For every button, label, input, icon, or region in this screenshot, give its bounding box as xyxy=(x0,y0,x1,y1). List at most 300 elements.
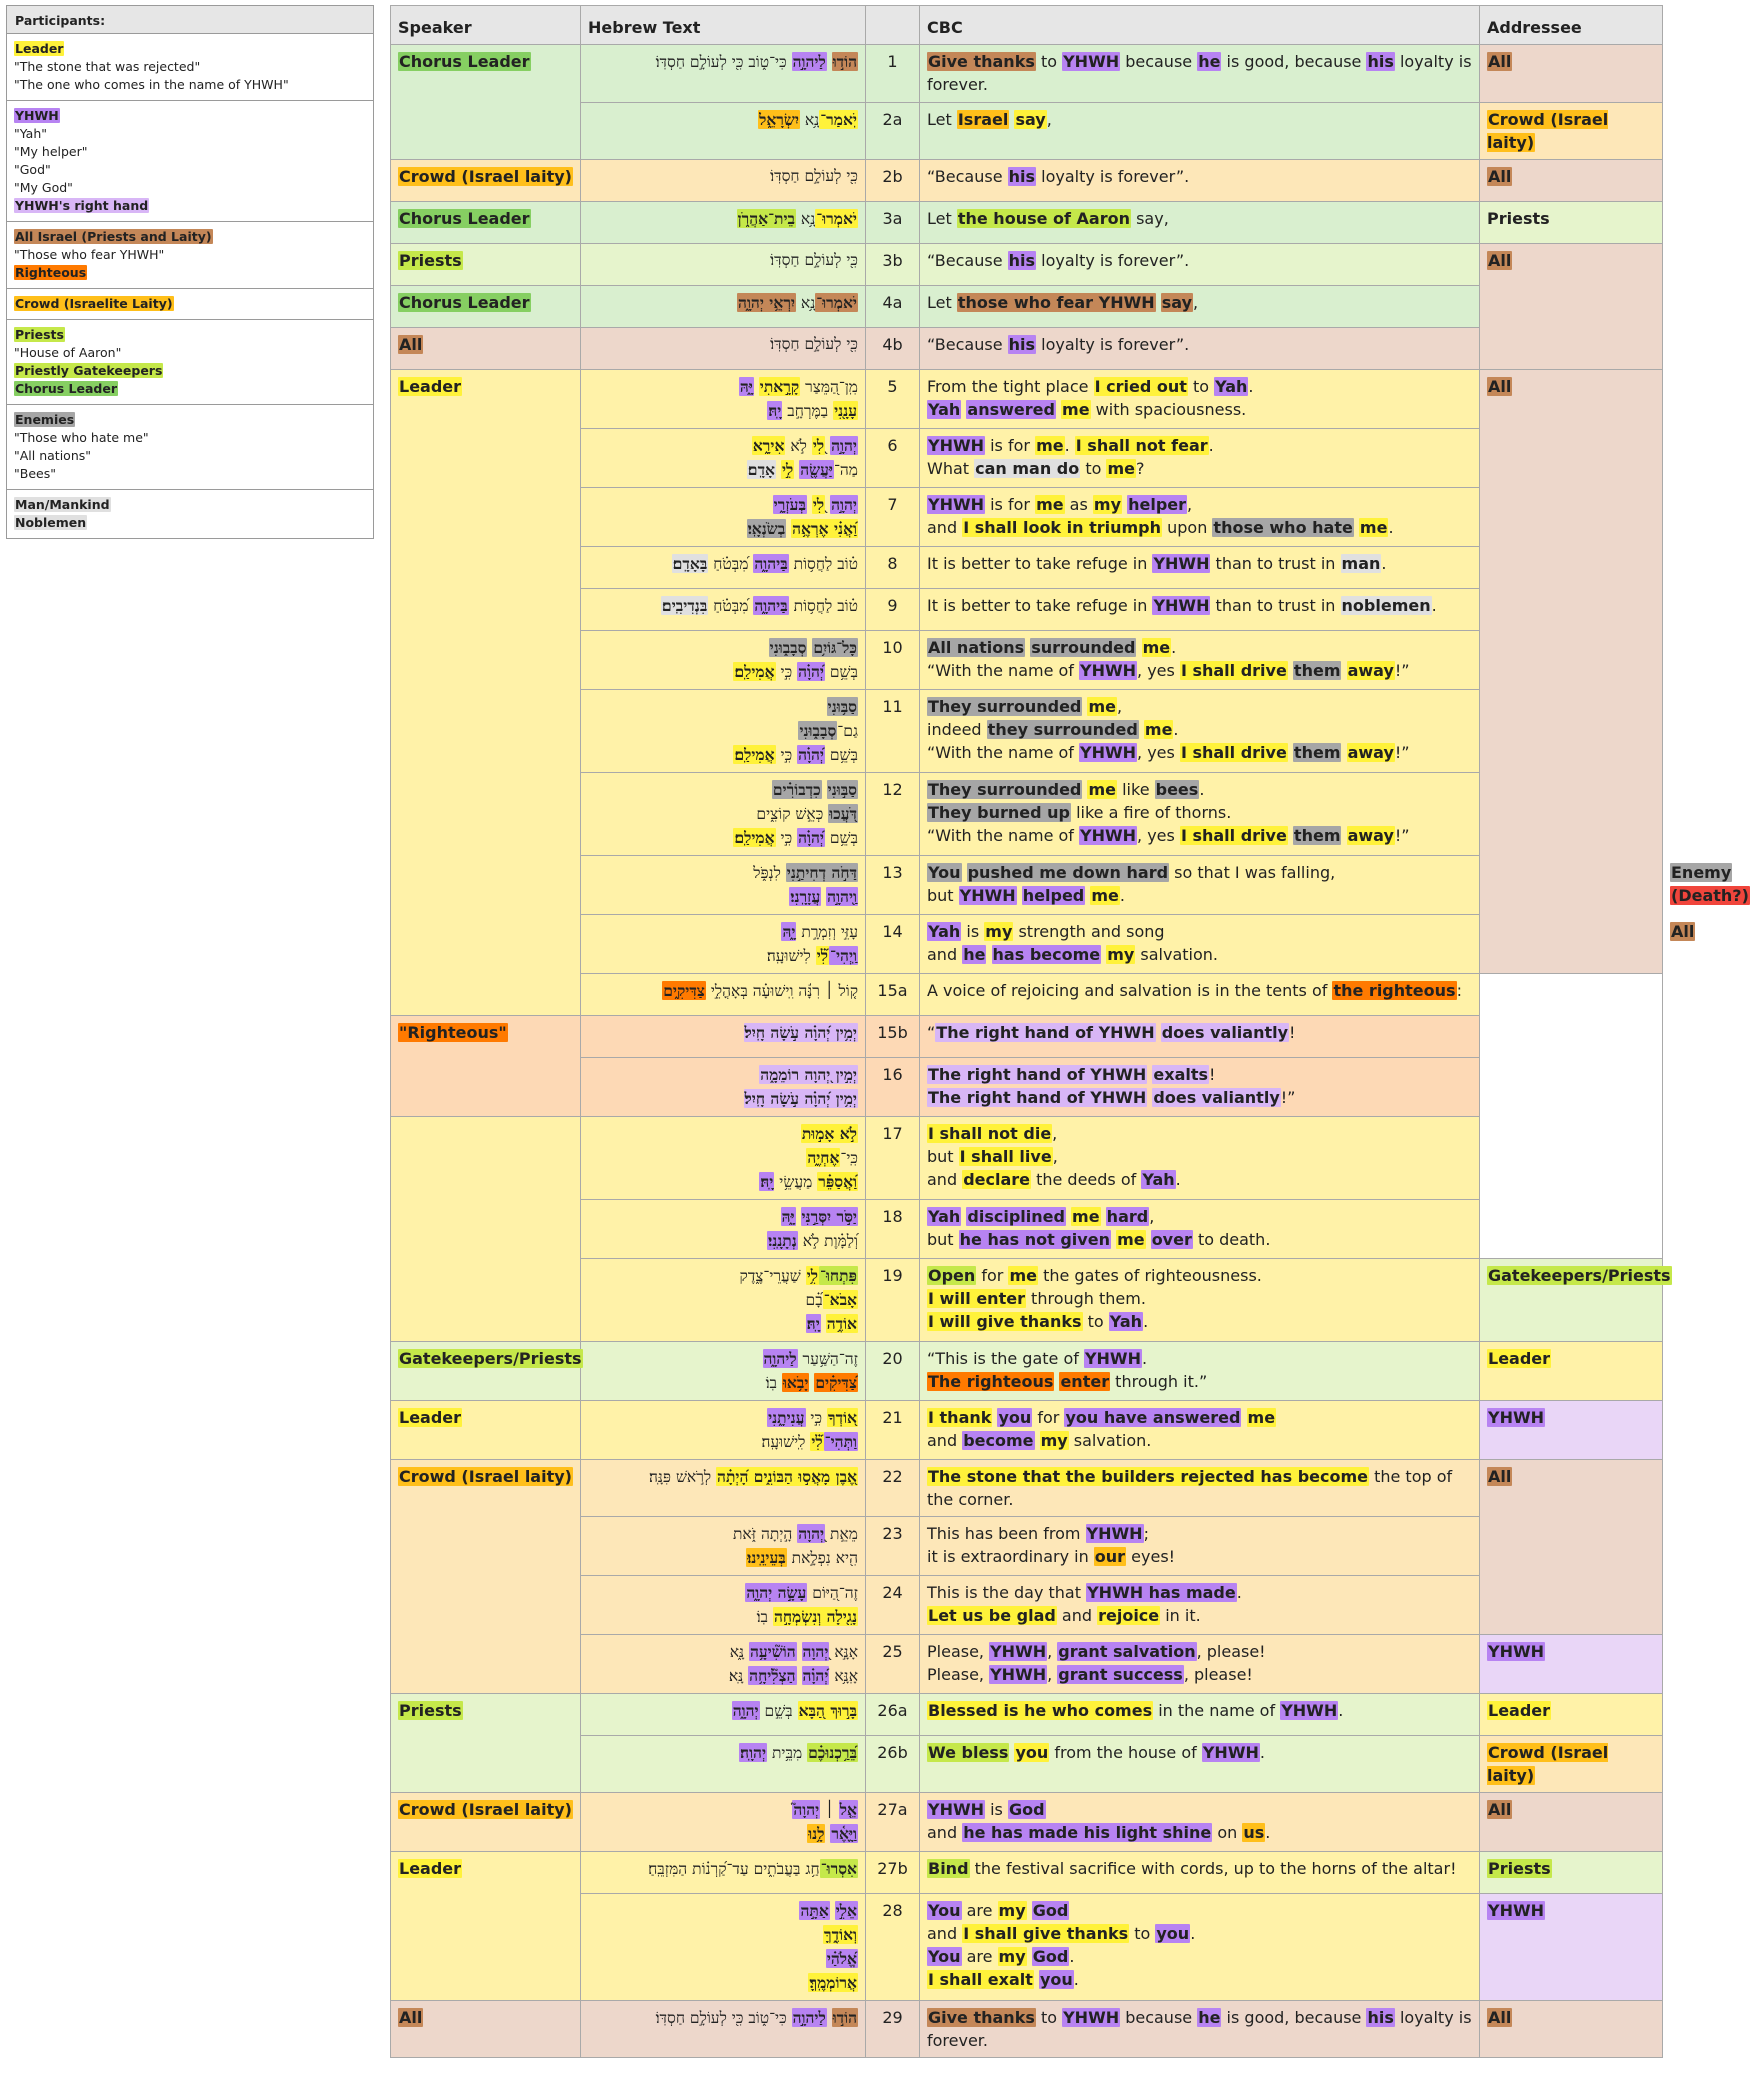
highlighted-phrase: עֲנִיתָ֑נִי xyxy=(768,1408,805,1427)
highlighted-phrase: The right hand of YHWH xyxy=(928,1088,1147,1107)
hebrew-line xyxy=(588,778,858,802)
text-fragment xyxy=(1156,1023,1161,1042)
verse-number: 6 xyxy=(866,429,920,488)
addressee-cell xyxy=(1480,1852,1663,1894)
text-fragment: , xyxy=(1117,697,1123,716)
text-fragment: loyalty is forever. xyxy=(927,2008,1472,2050)
hebrew-cell xyxy=(581,1517,866,1576)
participant-group xyxy=(7,288,373,319)
cbc-line xyxy=(927,207,1472,230)
cbc-line xyxy=(927,1899,1472,1922)
highlighted-phrase: Yah xyxy=(1215,377,1248,396)
highlighted-phrase: Israel xyxy=(957,110,1009,129)
text-fragment xyxy=(796,1208,801,1226)
text-fragment: בְּשֵׁ֥ם xyxy=(824,829,858,847)
highlighted-phrase: The right hand of YHWH xyxy=(928,1065,1147,1084)
text-fragment: are xyxy=(961,1901,998,1920)
hebrew-line xyxy=(588,636,858,660)
highlighted-phrase: I shall drive xyxy=(1180,826,1287,845)
hebrew-line xyxy=(588,1430,858,1454)
text-fragment: כִּ֖י לְעוֹלָ֣ם חַסְדּֽוֹ׃ xyxy=(770,335,858,353)
cbc-cell xyxy=(920,1058,1480,1117)
highlighted-phrase: me xyxy=(1036,495,1064,514)
text-fragment: , yes xyxy=(1137,661,1180,680)
table-row xyxy=(391,690,1663,773)
highlighted-phrase: אֱ֝לֹהַ֗י xyxy=(826,1949,857,1968)
highlighted-phrase: me xyxy=(1144,720,1173,739)
highlighted-phrase: They surrounded xyxy=(928,780,1082,799)
text-fragment: is xyxy=(985,1800,1008,1819)
highlighted-phrase: Yah xyxy=(928,400,961,419)
highlighted-phrase: בַּיהוָ֑ה xyxy=(754,554,788,573)
text-fragment xyxy=(1027,1947,1032,1966)
highlighted-phrase: יָֽהּ׃ xyxy=(806,1314,820,1333)
participant-line xyxy=(14,161,366,179)
highlighted-phrase: לַיהוָ֣ה xyxy=(792,52,826,71)
text-fragment: בָ֝֗ם xyxy=(805,1291,823,1309)
highlighted-phrase: God xyxy=(1008,1800,1045,1819)
text-fragment: What xyxy=(927,459,975,478)
text-fragment: is good, because xyxy=(1221,2008,1367,2027)
speaker-cell xyxy=(391,286,581,328)
verse-number: 7 xyxy=(866,488,920,547)
highlighted-phrase: צַ֝דִּיקִ֗ים xyxy=(815,1373,857,1392)
table-row xyxy=(391,1401,1663,1460)
highlighted-phrase: אֲמִילַֽם׃ xyxy=(734,745,775,764)
highlighted-phrase: Enemies xyxy=(15,412,75,427)
cbc-cell xyxy=(920,1793,1480,1852)
hebrew-cell xyxy=(581,1058,866,1117)
highlighted-phrase: יַסֹּ֣ר יִסְּרַ֣נִּי xyxy=(801,1207,857,1226)
highlighted-phrase: his xyxy=(1367,52,1394,71)
text-fragment: with spaciousness. xyxy=(1090,400,1247,419)
highlighted-phrase: I shall drive xyxy=(1180,661,1287,680)
text-fragment: , xyxy=(1052,1124,1058,1143)
cbc-cell xyxy=(920,974,1480,1016)
cbc-line xyxy=(927,1205,1472,1228)
hebrew-cell xyxy=(581,429,866,488)
text-fragment xyxy=(830,1902,835,1920)
highlighted-phrase: יְ֝הוָ֗ה xyxy=(802,1666,829,1685)
highlighted-phrase: me xyxy=(1107,459,1136,478)
verse-number: 1 xyxy=(866,45,920,103)
cbc-line xyxy=(927,1021,1472,1044)
highlighted-phrase: YHWH xyxy=(1153,554,1210,573)
highlighted-phrase: יֹאמְרוּ־ xyxy=(816,293,857,312)
highlighted-phrase: They burned up xyxy=(928,803,1070,822)
speaker-cell xyxy=(391,202,581,244)
text-fragment: כִּי־ט֑וֹב כִּ֖י לְעוֹלָ֣ם חַסְדּֽוֹ׃ xyxy=(655,53,792,71)
highlighted-phrase: I shall drive xyxy=(1180,743,1287,762)
highlighted-phrase: אֲמִילַֽם׃ xyxy=(734,828,775,847)
hebrew-cell xyxy=(581,370,866,429)
text-fragment: “Because xyxy=(927,251,1008,270)
hebrew-cell xyxy=(581,589,866,631)
verse-number: 24 xyxy=(866,1576,920,1635)
hebrew-cell xyxy=(581,915,866,974)
text-fragment: כִּ֣י xyxy=(805,1409,827,1427)
hebrew-line xyxy=(588,979,858,1003)
hebrew-cell xyxy=(581,856,866,915)
text-fragment: "Bees" xyxy=(14,466,56,481)
text-fragment: through it.” xyxy=(1110,1372,1208,1391)
table-row xyxy=(391,589,1663,631)
highlighted-phrase: pushed me down hard xyxy=(967,863,1169,882)
hebrew-line xyxy=(588,1899,858,1923)
hebrew-line xyxy=(588,517,858,541)
highlighted-phrase: me xyxy=(1091,886,1119,905)
highlighted-phrase: I shall live xyxy=(959,1147,1052,1166)
text-fragment xyxy=(797,1667,802,1685)
verse-number: 4a xyxy=(866,286,920,328)
table-row xyxy=(391,45,1663,103)
cbc-line xyxy=(927,1640,1472,1663)
verse-number: 15a xyxy=(866,974,920,1016)
text-fragment: "God" xyxy=(14,162,51,177)
hebrew-cell xyxy=(581,1117,866,1200)
hebrew-line xyxy=(588,1923,858,1947)
highlighted-phrase: them xyxy=(1293,743,1341,762)
verse-number: 5 xyxy=(866,370,920,429)
text-fragment: but xyxy=(927,886,959,905)
text-fragment: "Those who fear YHWH" xyxy=(14,247,165,262)
participant-group xyxy=(7,221,373,288)
cbc-cell xyxy=(920,1117,1480,1200)
hebrew-line xyxy=(588,826,858,850)
cbc-line xyxy=(927,1264,1472,1287)
highlighted-phrase: you xyxy=(1156,1924,1190,1943)
highlighted-phrase: YHWH xyxy=(990,1665,1047,1684)
highlighted-phrase: Man/Mankind xyxy=(15,497,110,512)
highlighted-phrase: All nations xyxy=(928,638,1025,657)
highlighted-phrase: YHWH has made xyxy=(1087,1583,1236,1602)
highlighted-phrase: become xyxy=(963,1431,1034,1450)
text-fragment xyxy=(1341,826,1346,845)
cbc-cell xyxy=(920,1576,1480,1635)
verse-number: 20 xyxy=(866,1342,920,1401)
cbc-line xyxy=(927,1370,1472,1393)
text-fragment: מַה־ xyxy=(833,461,858,479)
text-fragment: עָזִּ֣י וְזִמְרָ֣ת xyxy=(796,923,858,941)
participant-line xyxy=(14,362,366,380)
table-row xyxy=(391,429,1663,488)
speaker-cell xyxy=(391,244,581,286)
text-fragment: salvation. xyxy=(1068,1431,1152,1450)
cbc-line xyxy=(927,1429,1472,1452)
participant-group xyxy=(7,404,373,489)
highlighted-phrase: אֵלִ֣י xyxy=(835,1901,857,1920)
text-fragment: , yes xyxy=(1137,826,1180,845)
text-fragment: לְרֹ֣אשׁ פִּנָּֽה׃ xyxy=(648,1468,717,1486)
cbc-line xyxy=(927,493,1472,516)
highlighted-phrase: his xyxy=(1008,335,1036,354)
cbc-line xyxy=(927,50,1472,96)
text-fragment: "Yah" xyxy=(14,126,47,141)
highlighted-phrase: you have answered xyxy=(1065,1408,1241,1427)
cbc-cell xyxy=(920,328,1480,370)
highlighted-phrase: אָדָֽם׃ xyxy=(747,460,776,479)
cbc-cell xyxy=(920,547,1480,589)
text-fragment xyxy=(1341,661,1346,680)
highlighted-phrase: א֭וֹדְךָ xyxy=(828,1408,857,1427)
text-fragment xyxy=(1156,293,1161,312)
hebrew-cell xyxy=(581,1460,866,1517)
table-row xyxy=(391,286,1663,328)
table-row xyxy=(391,1736,1663,1793)
highlighted-phrase: I thank xyxy=(928,1408,992,1427)
highlighted-phrase: I shall look in triumph xyxy=(963,518,1162,537)
text-fragment: and xyxy=(927,945,963,964)
hebrew-line xyxy=(588,1205,858,1229)
highlighted-phrase: לָ֥נוּ xyxy=(808,1824,825,1843)
text-fragment: , xyxy=(1193,293,1199,312)
highlighted-phrase: בָּר֣וּךְ הַ֭בָּא xyxy=(798,1701,857,1720)
participant-line xyxy=(14,228,366,246)
highlighted-phrase: Leader xyxy=(399,377,462,396)
participants-title: Participants: xyxy=(7,6,373,34)
highlighted-phrase: הוֹד֣וּ xyxy=(832,2008,857,2027)
text-fragment: . xyxy=(1199,780,1205,799)
verse-number: 2b xyxy=(866,160,920,202)
text-fragment: . xyxy=(1064,436,1075,455)
highlighted-phrase: פִּתְחוּ־ xyxy=(820,1266,857,1285)
highlighted-phrase: YHWH xyxy=(928,436,985,455)
hebrew-cell xyxy=(581,328,866,370)
table-row xyxy=(391,1259,1663,1342)
text-fragment: and xyxy=(1056,1606,1098,1625)
text-fragment: נָ֥א xyxy=(796,294,816,312)
addressee-cell xyxy=(1480,1894,1663,2001)
cbc-cell xyxy=(920,370,1480,429)
cbc-line xyxy=(927,1063,1472,1086)
highlighted-phrase: סַבּ֥וּנִי xyxy=(827,697,857,716)
highlighted-phrase: the righteous xyxy=(1333,981,1456,1000)
text-fragment: for xyxy=(976,1266,1009,1285)
text-fragment: loyalty is forever”. xyxy=(1036,335,1190,354)
verse-number: 12 xyxy=(866,773,920,856)
hebrew-line xyxy=(588,1798,858,1822)
participant-line xyxy=(14,326,366,344)
highlighted-phrase: Let us be glad xyxy=(928,1606,1056,1625)
text-fragment: . xyxy=(1069,1947,1075,1966)
highlighted-phrase: הַצְלִ֘יחָ֥ה xyxy=(749,1666,796,1685)
hebrew-line xyxy=(588,108,858,132)
table-row xyxy=(391,915,1663,974)
participant-line xyxy=(14,295,366,313)
cbc-line xyxy=(927,1968,1472,1991)
participant-line xyxy=(14,40,366,58)
table-row xyxy=(391,856,1663,915)
addressee-cell xyxy=(1480,1342,1663,1401)
hebrew-line xyxy=(588,1312,858,1336)
cbc-line xyxy=(927,943,1472,966)
table-row xyxy=(391,2001,1663,2058)
highlighted-phrase: All Israel (Priests and Laity) xyxy=(15,229,212,244)
participant-group xyxy=(7,319,373,404)
cbc-line xyxy=(927,1347,1472,1370)
text-fragment: upon xyxy=(1162,518,1213,537)
highlighted-phrase: noblemen xyxy=(1341,596,1431,615)
highlighted-phrase: Crowd (Israel laity) xyxy=(399,1467,572,1486)
cbc-line xyxy=(927,108,1472,131)
text-fragment: ? xyxy=(1136,459,1145,478)
verse-number: 21 xyxy=(866,1401,920,1460)
hebrew-cell xyxy=(581,2001,866,2058)
highlighted-phrase: Crowd (Israel laity) xyxy=(399,167,572,186)
participant-line xyxy=(14,107,366,125)
text-fragment xyxy=(827,2009,832,2027)
table-row xyxy=(391,1200,1663,1259)
highlighted-phrase: All xyxy=(1488,251,1512,270)
highlighted-phrase: You xyxy=(928,1947,961,1966)
highlighted-phrase: All xyxy=(399,2008,423,2027)
hebrew-line xyxy=(588,1122,858,1146)
highlighted-phrase: וַ֝אֲסַפֵּ֗ר xyxy=(818,1172,857,1191)
highlighted-phrase: over xyxy=(1151,1230,1192,1249)
hebrew-line xyxy=(588,165,858,188)
highlighted-phrase: me xyxy=(1117,1230,1145,1249)
highlighted-phrase: he xyxy=(1198,52,1221,71)
verse-number: 10 xyxy=(866,631,920,690)
cbc-cell xyxy=(920,160,1480,202)
highlighted-phrase: All xyxy=(1671,922,1695,941)
highlighted-phrase: סְבָב֑וּנִי xyxy=(799,721,837,740)
text-fragment: loyalty is forever”. xyxy=(1036,167,1190,186)
highlighted-phrase: Yah xyxy=(928,1207,961,1226)
text-fragment: נָ֥א xyxy=(799,111,820,129)
cbc-cell xyxy=(920,103,1480,160)
highlighted-phrase: them xyxy=(1293,826,1341,845)
text-fragment: in the name of xyxy=(1153,1701,1281,1720)
hebrew-line xyxy=(588,944,858,968)
addressee-cell xyxy=(1480,1694,1663,1736)
cbc-line xyxy=(927,1545,1472,1568)
highlighted-phrase: away xyxy=(1347,743,1394,762)
text-fragment: but xyxy=(927,1147,959,1166)
text-fragment: and xyxy=(927,1823,963,1842)
text-fragment: נָּֽא׃ xyxy=(728,1667,749,1685)
hebrew-line xyxy=(588,1264,858,1288)
text-fragment: בְּשֵׁ֥ם xyxy=(824,746,858,764)
highlighted-phrase: Noblemen xyxy=(15,515,87,530)
verse-number: 28 xyxy=(866,1894,920,2001)
highlighted-phrase: You xyxy=(928,863,961,882)
text-fragment: מִ֝בְּטֹ֗חַ xyxy=(708,555,754,573)
text-fragment: !” xyxy=(1394,661,1410,680)
text-fragment: , xyxy=(1052,1147,1058,1166)
text-fragment: מִֽן־הַ֭מֵּצַר xyxy=(800,378,858,396)
text-fragment: . xyxy=(1265,1823,1271,1842)
highlighted-phrase: grant salvation xyxy=(1058,1642,1196,1661)
cbc-line xyxy=(927,291,1472,314)
highlighted-phrase: God xyxy=(1032,1901,1069,1920)
text-fragment: , xyxy=(1046,110,1052,129)
highlighted-phrase: לַיהוָ֑ה xyxy=(763,1349,797,1368)
highlighted-phrase: אִסְרוּ־ xyxy=(820,1859,857,1878)
highlighted-phrase: I shall give thanks xyxy=(963,1924,1129,1943)
cbc-line xyxy=(927,1821,1472,1844)
highlighted-phrase: me xyxy=(1009,1266,1037,1285)
highlighted-phrase: דַּחֹ֣ה דְחִיתַ֣נִי xyxy=(786,863,857,882)
text-fragment: הָ֣יְתָה זֹּ֑את xyxy=(732,1525,798,1543)
highlighted-phrase: YHWH xyxy=(1488,1642,1545,1661)
text-fragment: than to trust in xyxy=(1210,554,1341,573)
cbc-line xyxy=(927,165,1472,188)
highlighted-phrase: אֶחְיֶ֑ה xyxy=(807,1148,840,1167)
highlighted-phrase: יָ֑הּ xyxy=(782,922,796,941)
text-fragment: גַם־ xyxy=(837,722,858,740)
hebrew-cell xyxy=(581,1635,866,1694)
verse-number: 26b xyxy=(866,1736,920,1793)
verse-number: 4b xyxy=(866,328,920,370)
text-fragment: because xyxy=(1120,2008,1198,2027)
highlighted-phrase: וַתְּהִי־ xyxy=(824,1432,857,1451)
text-fragment: . xyxy=(1190,1924,1196,1943)
hebrew-line xyxy=(588,1371,858,1395)
cbc-line xyxy=(927,1857,1472,1880)
highlighted-phrase: say xyxy=(1015,110,1046,129)
text-fragment: . xyxy=(1143,1312,1149,1331)
highlighted-phrase: Priests xyxy=(399,251,462,270)
text-fragment: “This is the gate of xyxy=(927,1349,1084,1368)
verse-number: 3b xyxy=(866,244,920,286)
text-fragment: in it. xyxy=(1160,1606,1201,1625)
highlighted-phrase: לִ֭י xyxy=(812,436,825,455)
hebrew-line xyxy=(588,594,858,618)
highlighted-phrase: כִדְבוֹרִ֗ים xyxy=(772,780,821,799)
highlighted-phrase: All xyxy=(1488,1467,1512,1486)
text-fragment: eyes! xyxy=(1126,1547,1176,1566)
text-fragment: to xyxy=(1129,1924,1156,1943)
text-fragment: בַמֶּרְחָ֣ב xyxy=(782,402,834,420)
text-fragment xyxy=(821,1315,826,1333)
hebrew-cell xyxy=(581,1894,866,2001)
highlighted-phrase: עָנָ֖נִי xyxy=(834,401,857,420)
addressee-cell xyxy=(1480,1460,1663,1635)
text-fragment: the deeds of xyxy=(1031,1170,1142,1189)
highlighted-phrase: לִ֥י xyxy=(806,1266,819,1285)
text-fragment: and xyxy=(927,1431,963,1450)
cbc-line xyxy=(927,695,1472,718)
highlighted-phrase: YHWH xyxy=(1202,1743,1259,1762)
cbc-line xyxy=(927,1287,1472,1310)
text-fragment: בֽוֹ׃ xyxy=(756,1608,773,1626)
text-fragment: is for xyxy=(985,436,1036,455)
highlighted-phrase: his xyxy=(1008,251,1036,270)
table-row xyxy=(391,103,1663,160)
hebrew-cell xyxy=(581,202,866,244)
participant-line xyxy=(14,380,366,398)
table-row xyxy=(391,160,1663,202)
highlighted-phrase: does valiantly xyxy=(1153,1088,1280,1107)
text-fragment: !” xyxy=(1280,1088,1296,1107)
highlighted-phrase: יָּ֑הּ xyxy=(739,377,753,396)
hebrew-cell xyxy=(581,1576,866,1635)
highlighted-phrase: YHWH xyxy=(1063,52,1120,71)
cbc-cell xyxy=(920,1635,1480,1694)
cbc-line xyxy=(927,824,1472,847)
highlighted-phrase: The stone that the builders rejected has become xyxy=(928,1467,1368,1486)
hebrew-line xyxy=(588,375,858,399)
text-fragment: "The one who comes in the name of YHWH" xyxy=(14,77,289,92)
highlighted-phrase: me xyxy=(1247,1408,1276,1427)
highlighted-phrase: יְ֝הוָ֗ה xyxy=(798,745,824,764)
highlighted-phrase: my xyxy=(985,922,1013,941)
speaker-cell xyxy=(391,1460,581,1694)
cbc-cell xyxy=(920,1342,1480,1401)
highlighted-phrase: בַּיהוָ֑ה xyxy=(754,596,788,615)
highlighted-phrase: וַ֖יהוָ֣ה xyxy=(827,887,857,906)
